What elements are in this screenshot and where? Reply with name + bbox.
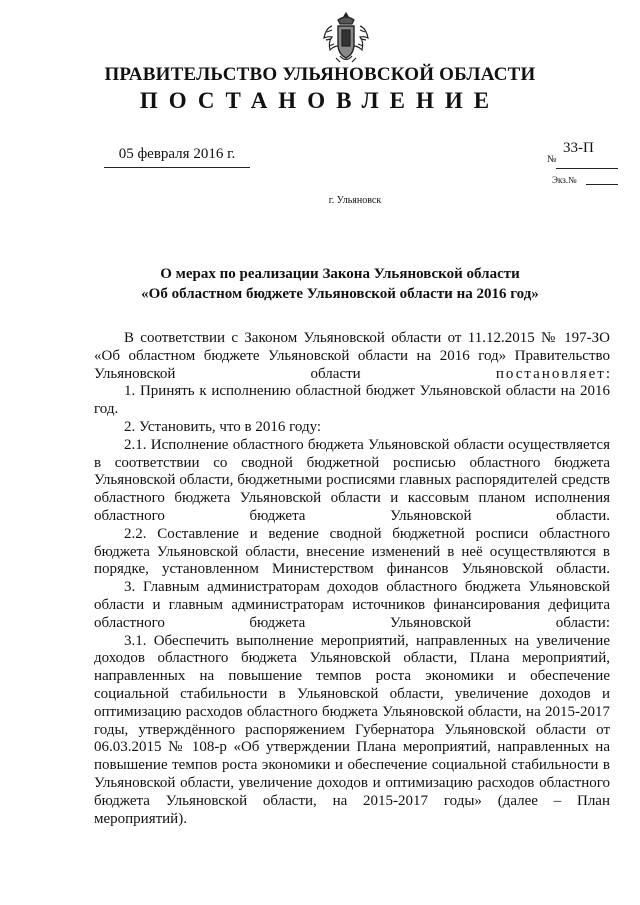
government-name: ПРАВИТЕЛЬСТВО УЛЬЯНОВСКОЙ ОБЛАСТИ: [104, 64, 536, 85]
paragraph-2: 2. Установить, что в 2016 году:: [124, 418, 322, 435]
intro-text: В соответствии с Законом Ульяновской области от 11.12.2015 № 197-ЗО «Об областном бюджете Ульяновской области на 2016 год» Правительство Ульяновской области: [94, 330, 610, 382]
document-heading: [40, 264, 640, 304]
paragraph-2-2: 2.2. Составление и ведение сводной бюджетной росписи областного бюджета Ульяновской области, внесение изменений в неё осуществляются в порядке, установленном Министерством финансов Ульяновской области.: [94, 525, 610, 578]
paragraph-intro: [94, 330, 610, 383]
paragraph-2-1: 2.1. Исполнение областного бюджета Ульяновской области осуществляется в соответствии со сводной бюджетной росписью областного бюджета Ульяновской области, бюджетными росписями главных распорядителей средств областного бюджета Ульяновской области и кассовым планом исполнения областного бюджета Ульяновской области.: [94, 436, 610, 524]
intro-colon: :: [605, 365, 611, 382]
date-field: [104, 146, 250, 168]
intro-resolves: постановляет: [495, 365, 606, 382]
coat-of-arms-emblem: [318, 10, 374, 66]
number-underline: [556, 168, 618, 169]
heading-line-2: «Об областном бюджете Ульяновской области на 2016 год»: [141, 286, 539, 302]
date-underline: [104, 167, 250, 168]
document-number: 33-П: [563, 140, 594, 156]
paragraph-3: 3. Главным администраторам доходов областного бюджета Ульяновской области и главным администраторам источников финансирования дефицита областного бюджета Ульяновской области:: [94, 579, 610, 631]
city: г. Ульяновск: [328, 195, 382, 206]
heading-line-1: О мерах по реализации Закона Ульяновской области: [160, 266, 520, 282]
copy-number-label: Экз.№: [552, 175, 577, 185]
copy-number-underline: [586, 184, 618, 185]
paragraph-1: 1. Принять к исполнению областной бюджет Ульяновской области на 2016 год.: [94, 383, 610, 418]
paragraph-3-1: 3.1. Обеспечить выполнение мероприятий, направленных на увеличение доходов областного бюджета Ульяновской области, Плана мероприятий, направленных на повышение темпов роста экономики и обеспечение социальной стабильности в Ульяновской области, увеличение доходов и оптимизацию расходов областного бюджета Ульяновской области, на 2015-2017 годы, утверждённого распоряжением Губернатора Ульяновской области от 06.03.2015 № 108-р «Об утверждении Плана мероприятий, направленных на повышение темпов роста экономики и обеспечение социальной стабильности в Ульяновской области, увеличение доходов и оптимизацию расходов областного бюджета Ульяновской области, на 2015-2017 годы» (далее – План мероприятий).: [94, 632, 610, 827]
number-label: №: [547, 154, 557, 165]
document-date: 05 февраля 2016 г.: [118, 146, 236, 162]
document-body: [94, 330, 610, 828]
document-type: ПОСТАНОВЛЕНИЕ: [139, 88, 501, 113]
